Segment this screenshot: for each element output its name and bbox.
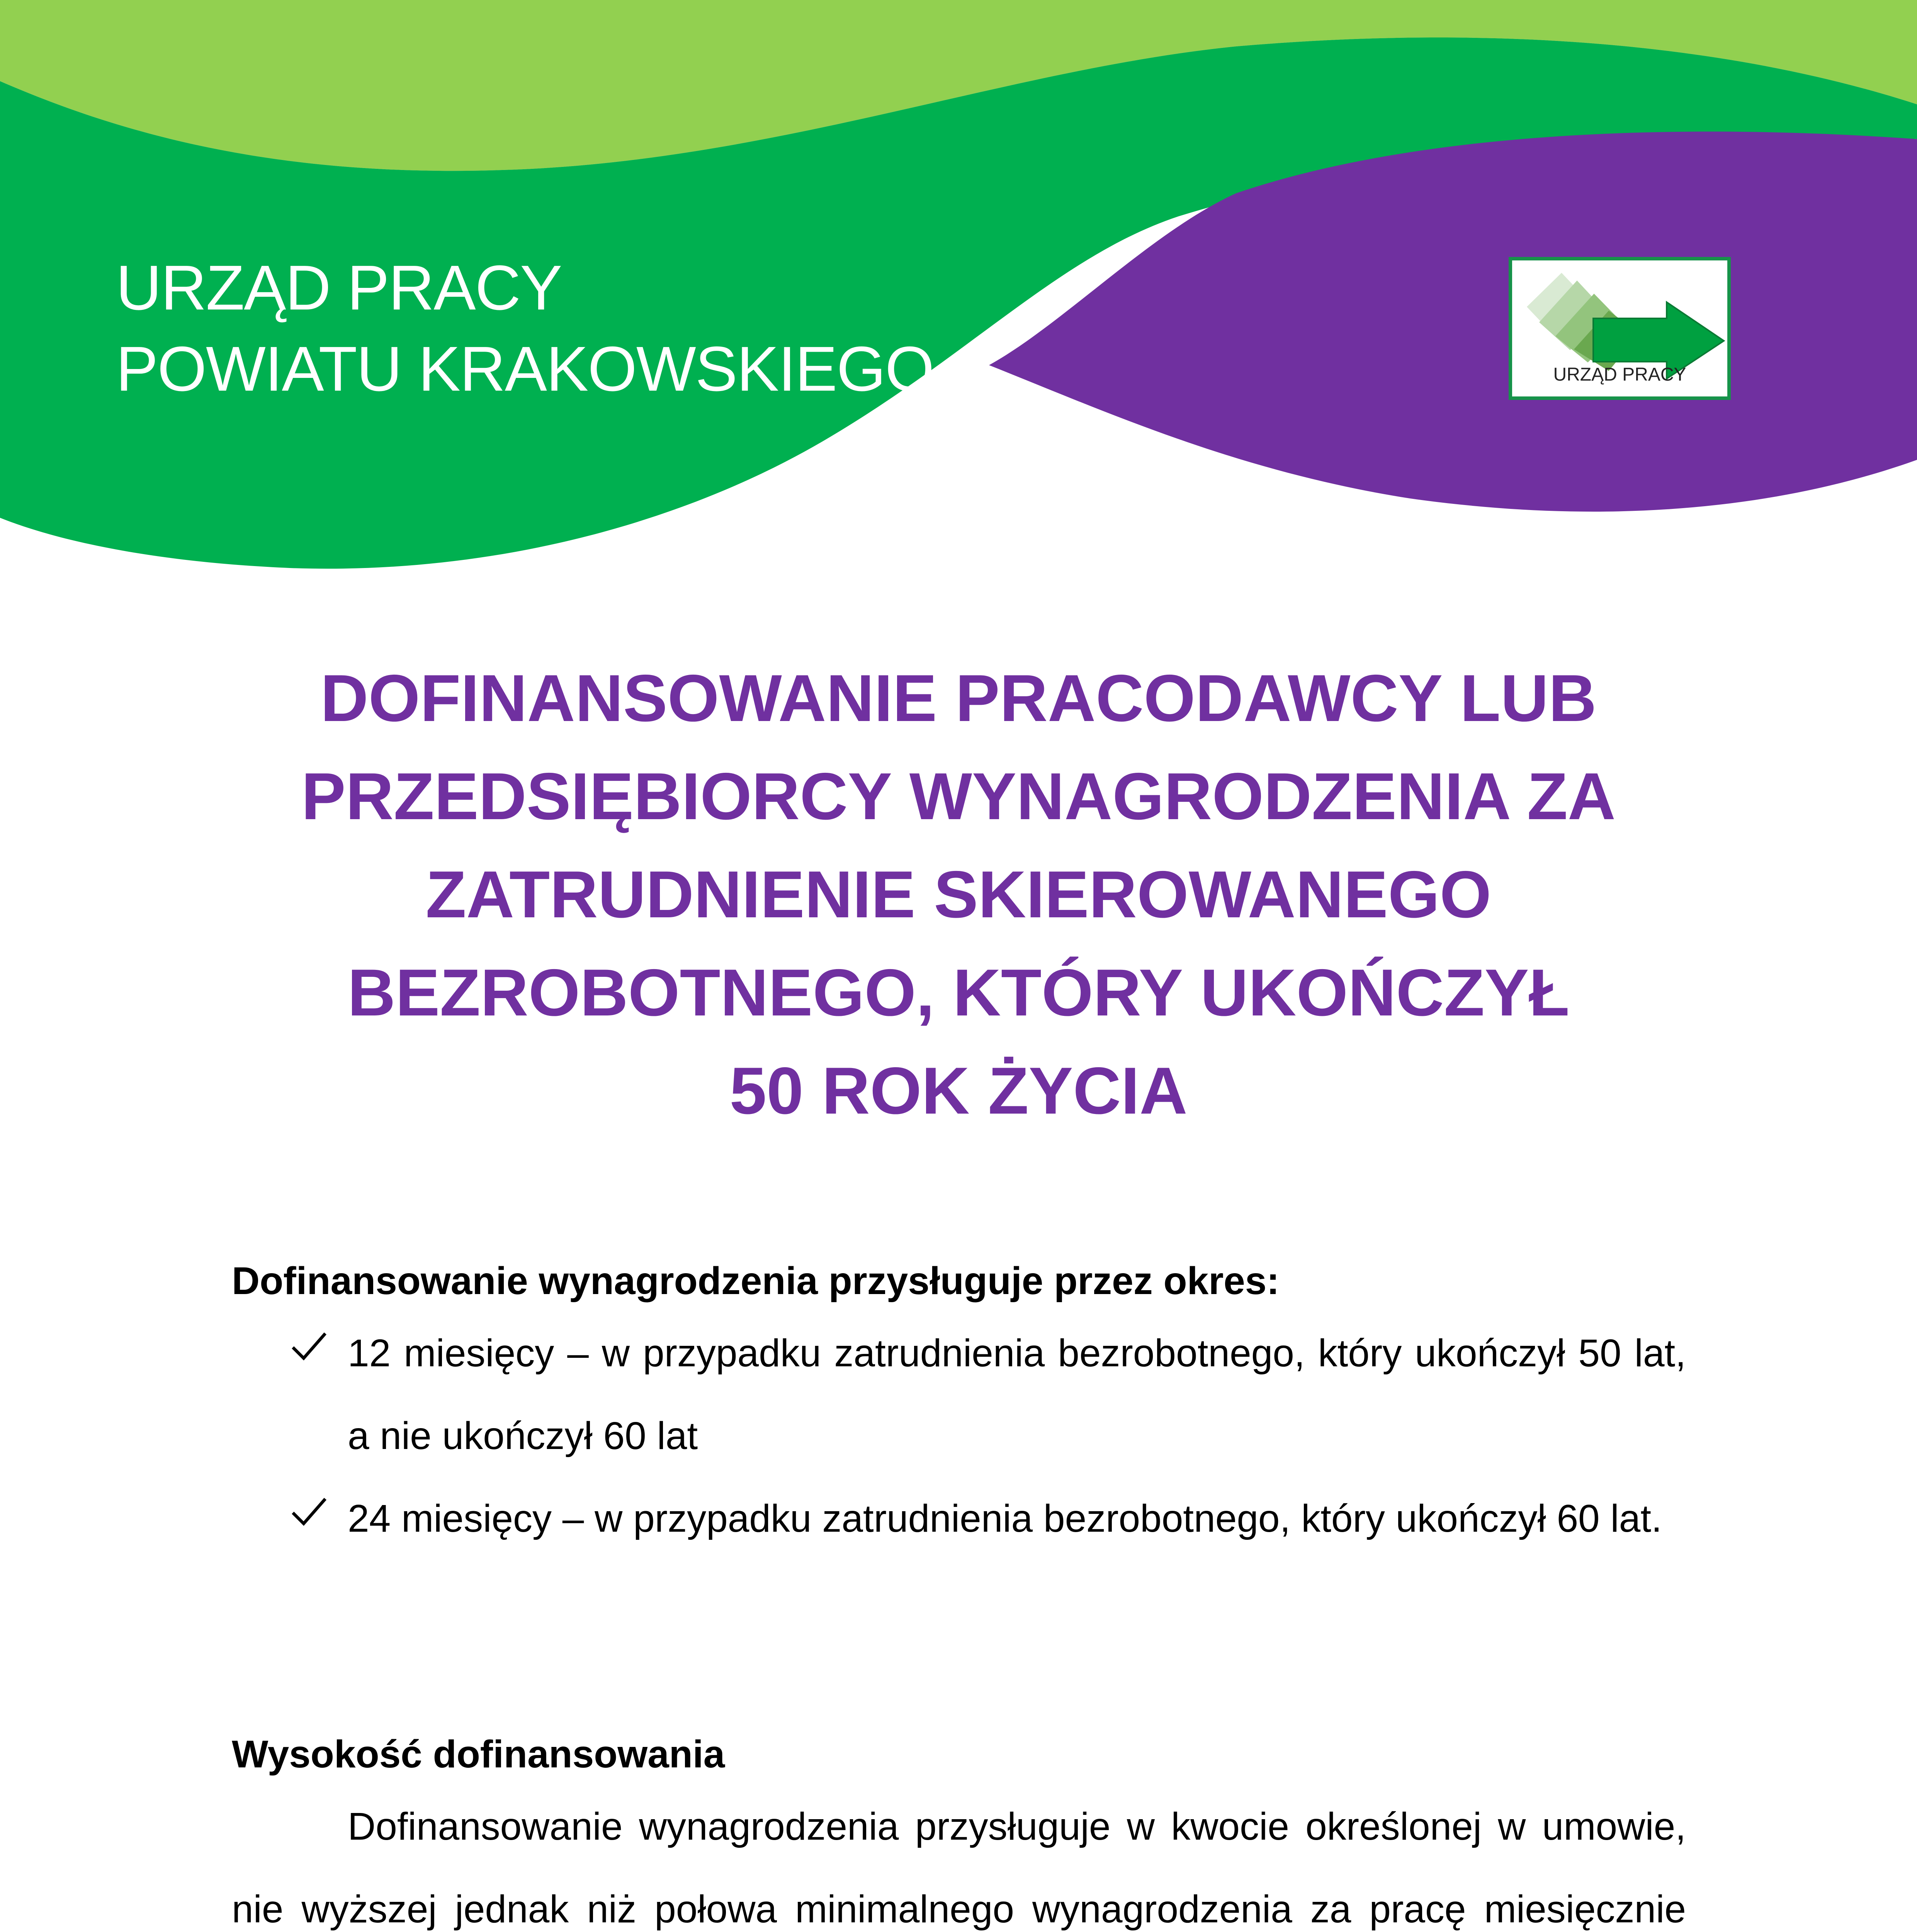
list-item [232, 1312, 1686, 1477]
office-logo [1509, 257, 1731, 400]
office-name [116, 247, 934, 410]
list-item-text: 12 miesięcy – w przypadku zatrudnienia bezrobotnego, który ukończył 50 lat, a nie ukończył 60 lat [348, 1332, 1686, 1458]
amount-heading: Wysokość dofinansowania [232, 1733, 725, 1776]
period-heading: Dofinansowanie wynagrodzenia przysługuje przez okres: [232, 1259, 1280, 1303]
logo-text: URZĄD PRACY [1553, 364, 1686, 385]
amount-paragraph: Dofinansowanie wynagrodzenia przysługuje w kwocie określonej w umowie, nie wyższej jednak niż połowa minimalnego wynagrodzenia za pracę miesięcznie [232, 1805, 1686, 1931]
period-section [232, 1254, 1686, 1560]
title-line: BEZROBOTNEGO, KTÓRY UKOŃCZYŁ [347, 956, 1570, 1030]
office-name-line-1: URZĄD PRACY [116, 252, 562, 323]
checkmark-icon [290, 1327, 328, 1366]
list-item [232, 1477, 1686, 1560]
office-name-line-2: POWIATU KRAKOWSKIEGO [116, 333, 934, 404]
title-line: 50 ROK ŻYCIA [729, 1054, 1188, 1128]
amount-section [232, 1727, 1686, 1932]
title-line: PRZEDSIĘBIORCY WYNAGRODZENIA ZA [301, 759, 1616, 833]
title-line: ZATRUDNIENIE SKIEROWANEGO [425, 857, 1492, 932]
list-item-text: 24 miesięcy – w przypadku zatrudnienia bezrobotnego, który ukończył 60 lat. [348, 1497, 1662, 1540]
title-line: DOFINANSOWANIE PRACODAWCY LUB [320, 661, 1597, 735]
document-title [155, 649, 1762, 1140]
checkmark-icon [290, 1493, 328, 1531]
